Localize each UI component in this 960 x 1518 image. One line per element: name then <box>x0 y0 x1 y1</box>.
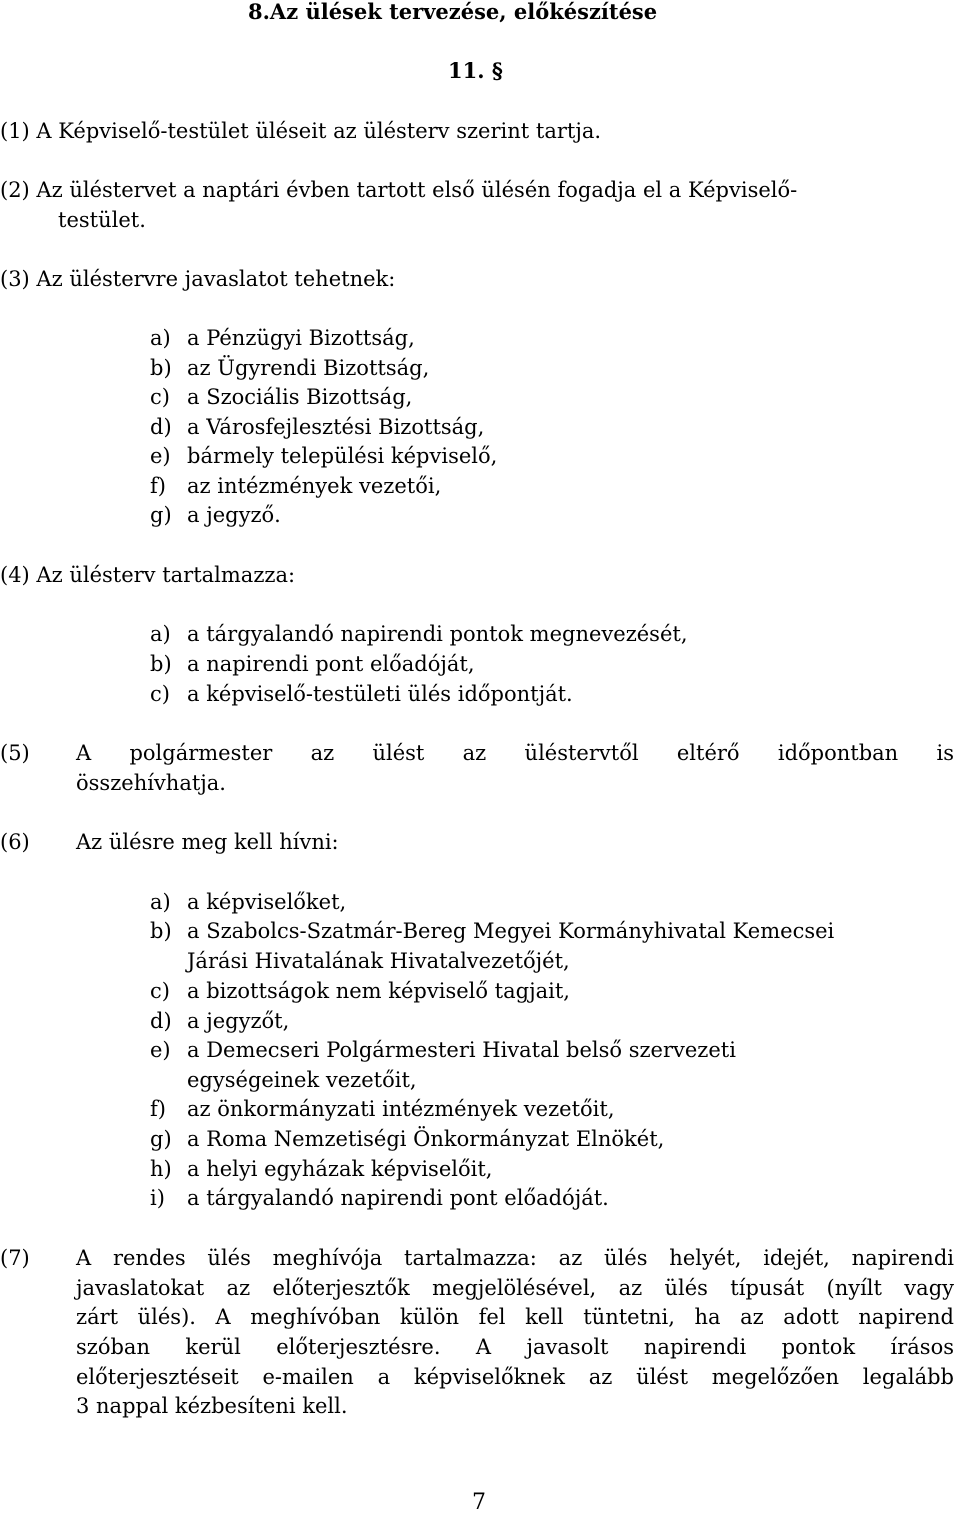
list-item: a napirendi pont előadóját, <box>187 652 475 676</box>
paragraph-2-line-1: (2) Az üléstervet a naptári évben tartott első ülésén fogadja el a Képviselő- <box>0 178 798 202</box>
list-item-label: b) <box>150 356 172 380</box>
paragraph-7-line-3: zárt ülés). A meghívóban külön fel kell tüntetni, ha az adott napirend <box>76 1305 954 1329</box>
list-item: a tárgyalandó napirendi pontok megnevezését, <box>187 622 688 646</box>
list-item: a Szociális Bizottság, <box>187 385 413 409</box>
list-item-label: d) <box>150 1009 172 1033</box>
list-item-label: c) <box>150 385 170 409</box>
list-item-label: c) <box>150 682 170 706</box>
list-item: a Demecseri Polgármesteri Hivatal belső szervezeti <box>187 1038 736 1062</box>
list-item-label: e) <box>150 1038 171 1062</box>
list-item: a képviselő-testületi ülés időpontját. <box>187 682 573 706</box>
chapter-title: 8.Az ülések tervezése, előkészítése <box>248 0 658 24</box>
paragraph-7-line-4: szóban kerül előterjesztésre. A javasolt napirendi pontok írásos <box>76 1335 954 1359</box>
paragraph-4-intro: (4) Az ülésterv tartalmazza: <box>0 563 296 587</box>
list-item: az intézmények vezetői, <box>187 474 442 498</box>
list-item-label: e) <box>150 444 171 468</box>
list-item-label: a) <box>150 622 171 646</box>
list-item: az önkormányzati intézmények vezetőit, <box>187 1097 615 1121</box>
paragraph-6-intro: Az ülésre meg kell hívni: <box>76 830 339 854</box>
list-item: a képviselőket, <box>187 890 347 914</box>
list-item-label: c) <box>150 979 170 1003</box>
paragraph-5-number: (5) <box>0 741 30 765</box>
paragraph-7-line-6: 3 nappal kézbesíteni kell. <box>76 1394 348 1418</box>
list-item: a bizottságok nem képviselő tagjait, <box>187 979 570 1003</box>
list-item-label: h) <box>150 1157 172 1181</box>
list-item: a jegyző. <box>187 503 281 527</box>
list-item: a helyi egyházak képviselőit, <box>187 1157 493 1181</box>
list-item-label: a) <box>150 326 171 350</box>
paragraph-6-number: (6) <box>0 830 30 854</box>
list-item: a Pénzügyi Bizottság, <box>187 326 415 350</box>
list-item-label: d) <box>150 415 172 439</box>
section-number: 11. § <box>448 58 503 83</box>
paragraph-2-line-2: testület. <box>58 208 146 232</box>
list-item-label: i) <box>150 1186 165 1210</box>
list-item: a Városfejlesztési Bizottság, <box>187 415 485 439</box>
list-item: bármely települési képviselő, <box>187 444 498 468</box>
paragraph-5-line-1: A polgármester az ülést az üléstervtől eltérő időpontban is <box>76 741 954 765</box>
list-item-continuation: egységeinek vezetőit, <box>187 1068 417 1092</box>
paragraph-7-line-5: előterjesztéseit e-mailen a képviselőknek az ülést megelőzően legalább <box>76 1365 954 1389</box>
paragraph-1: (1) A Képviselő-testület üléseit az ülésterv szerint tartja. <box>0 119 602 143</box>
paragraph-3-intro: (3) Az üléstervre javaslatot tehetnek: <box>0 267 396 291</box>
list-item: a tárgyalandó napirendi pont előadóját. <box>187 1186 609 1210</box>
paragraph-5-line-2: összehívhatja. <box>76 771 226 795</box>
list-item: a jegyzőt, <box>187 1009 290 1033</box>
list-item-label: b) <box>150 652 172 676</box>
page-number: 7 <box>472 1490 486 1515</box>
list-item-label: f) <box>150 1097 166 1121</box>
paragraph-7-line-2: javaslatokat az előterjesztők megjelölésével, az ülés típusát (nyílt vagy <box>76 1276 954 1300</box>
paragraph-7-number: (7) <box>0 1246 30 1270</box>
list-item-label: f) <box>150 474 166 498</box>
list-item: a Roma Nemzetiségi Önkormányzat Elnökét, <box>187 1127 665 1151</box>
paragraph-7-line-1: A rendes ülés meghívója tartalmazza: az ülés helyét, idejét, napirendi <box>76 1246 954 1270</box>
list-item-continuation: Járási Hivatalának Hivatalvezetőjét, <box>187 949 570 973</box>
list-item-label: a) <box>150 890 171 914</box>
list-item-label: b) <box>150 919 172 943</box>
list-item-label: g) <box>150 503 172 527</box>
list-item: a Szabolcs-Szatmár-Bereg Megyei Kormányhivatal Kemecsei <box>187 919 835 943</box>
list-item: az Ügyrendi Bizottság, <box>187 356 430 380</box>
list-item-label: g) <box>150 1127 172 1151</box>
